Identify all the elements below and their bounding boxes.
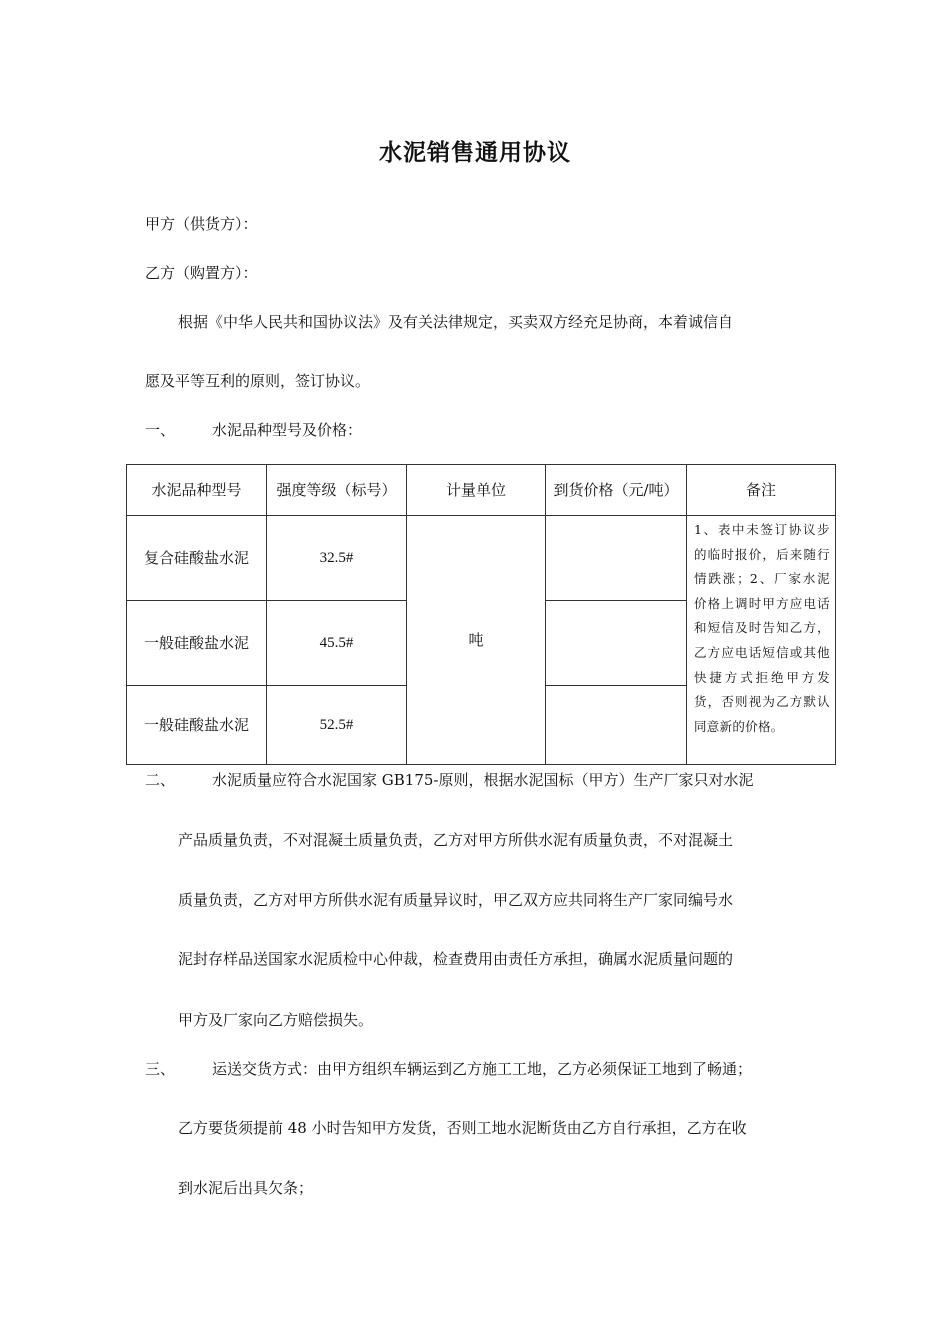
cement-type-cell: 一般硅酸盐水泥 xyxy=(127,601,267,686)
strength-grade-cell: 32.5# xyxy=(267,516,407,601)
price-cell xyxy=(546,686,687,765)
section-1-number: 一、 xyxy=(145,421,176,439)
section-2-line: 产品质量负责，不对混凝土质量负责，乙方对甲方所供水泥有质量负责，不对混凝土 xyxy=(178,831,734,849)
unit-cell: 吨 xyxy=(407,516,546,765)
section-3-line: 乙方要货须提前 48 小时告知甲方发货，否则工地水泥断货由乙方自行承担，乙方在收 xyxy=(178,1119,747,1137)
table-header-cell: 备注 xyxy=(687,465,836,516)
party-a-label: 甲方（供货方）： xyxy=(145,215,258,233)
table-row xyxy=(127,516,836,601)
cement-type-cell: 复合硅酸盐水泥 xyxy=(127,516,267,601)
section-3-line: 运送交货方式：由甲方组织车辆运到乙方施工工地，乙方必须保证工地到了畅通； xyxy=(212,1060,753,1078)
section-2-line: 水泥质量应符合水泥国家 GB175-原则，根据水泥国标（甲方）生产厂家只对水泥 xyxy=(212,771,754,789)
section-3-line: 到水泥后出具欠条； xyxy=(178,1179,314,1197)
table-header-cell: 强度等级（标号） xyxy=(267,465,407,516)
section-2-number: 二、 xyxy=(145,771,176,789)
intro-line-2: 愿及平等互利的原则，签订协议。 xyxy=(145,372,371,390)
intro-line-1: 根据《中华人民共和国协议法》及有关法律规定，买卖双方经充足协商，本着诚信自 xyxy=(178,313,734,331)
section-3-number: 三、 xyxy=(145,1060,176,1078)
strength-grade-cell: 45.5# xyxy=(267,601,407,686)
document-title: 水泥销售通用协议 xyxy=(379,140,571,166)
price-table xyxy=(126,464,836,765)
section-1-title: 水泥品种型号及价格： xyxy=(212,421,363,439)
cement-type-cell: 一般硅酸盐水泥 xyxy=(127,686,267,765)
table-header-cell: 水泥品种型号 xyxy=(127,465,267,516)
price-cell xyxy=(546,601,687,686)
section-2-line: 质量负责，乙方对甲方所供水泥有质量异议时，甲乙双方应共同将生产厂家同编号水 xyxy=(178,891,734,909)
table-header-cell: 到货价格（元/吨） xyxy=(546,465,687,516)
strength-grade-cell: 52.5# xyxy=(267,686,407,765)
remarks-cell: 1、表中未签订协议步的临时报价，后来随行情跌涨；2、厂家水泥价格上调时甲方应电话和短信及时告知乙方，乙方应电话短信或其他快捷方式拒绝甲方发货，否则视为乙方默认同意新的价格。 xyxy=(687,516,836,765)
section-2-line: 泥封存样品送国家水泥质检中心仲裁，检查费用由责任方承担，确属水泥质量问题的 xyxy=(178,950,734,968)
price-cell xyxy=(546,516,687,601)
section-2-line: 甲方及厂家向乙方赔偿损失。 xyxy=(178,1011,374,1029)
table-header-cell: 计量单位 xyxy=(407,465,546,516)
party-b-label: 乙方（购置方）： xyxy=(145,264,258,282)
table-header-row xyxy=(127,465,836,516)
